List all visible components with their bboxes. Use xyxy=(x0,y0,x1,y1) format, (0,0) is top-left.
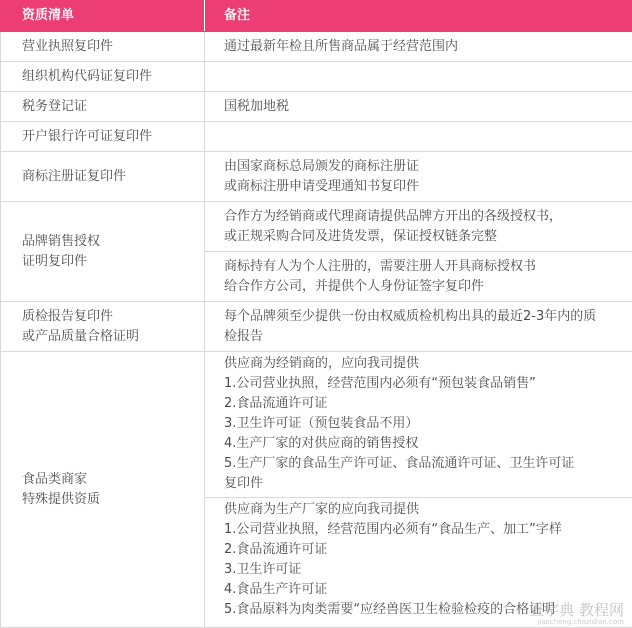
row-note xyxy=(205,152,632,202)
row-note xyxy=(205,302,632,352)
label-line: 特殊提供资质 xyxy=(22,491,101,507)
row-label: 商标注册证复印件 xyxy=(1,152,205,202)
row-note: 国税加地税 xyxy=(205,92,632,122)
row-label xyxy=(1,202,205,302)
label-line: 或产品质量合格证明 xyxy=(22,328,140,344)
note-line: 5.生产厂家的食品生产许可证、食品流通许可证、卫生许可证 xyxy=(224,456,575,471)
note-line: 检报告 xyxy=(224,328,264,344)
row-label: 开户银行许可证复印件 xyxy=(1,122,205,152)
note-line: 商标持有人为个人注册的，需要注册人开具商标授权书 xyxy=(224,258,537,274)
header-remarks: 备注 xyxy=(205,1,632,32)
table-row xyxy=(1,122,632,152)
note-line: 给合作方公司，并提供个人身份证签字复印件 xyxy=(224,278,485,294)
row-label xyxy=(1,302,205,352)
note-line: 每个品牌须至少提供一份由权威质检机构出具的最近2-3年内的质 xyxy=(224,308,597,324)
note-line: 4.食品生产许可证 xyxy=(224,582,328,597)
note-line: 供应商为生产厂家的应向我司提供 xyxy=(224,502,420,517)
table-row xyxy=(1,92,632,122)
note-line: 2.食品流通许可证 xyxy=(224,396,328,411)
row-label xyxy=(1,352,205,628)
table-row xyxy=(1,62,632,92)
label-line: 食品类商家 xyxy=(22,471,88,487)
note-line: 2.食品流通许可证 xyxy=(224,542,328,557)
row-note xyxy=(205,352,632,498)
note-line: 4.生产厂家的对供应商的销售授权 xyxy=(224,436,419,451)
table-row xyxy=(1,352,632,498)
note-line: 或商标注册申请受理通知书复印件 xyxy=(224,178,420,194)
label-line: 证明复印件 xyxy=(22,253,88,269)
note-line: 1.公司营业执照，经营范围内必须有“食品生产、加工”字样 xyxy=(224,522,562,537)
note-line: 3.卫生许可证（预包装食品不用） xyxy=(224,416,419,431)
row-label: 组织机构代码证复印件 xyxy=(1,62,205,92)
row-note xyxy=(205,62,632,92)
note-line: 3.卫生许可证 xyxy=(224,562,302,577)
label-line: 质检报告复印件 xyxy=(22,308,114,324)
note-line: 1.公司营业执照，经营范围内必须有“预包装食品销售” xyxy=(224,376,536,391)
note-line: 复印件 xyxy=(224,476,264,491)
row-label: 营业执照复印件 xyxy=(1,32,205,62)
row-note xyxy=(205,252,632,302)
note-line: 或正规采购合同及进货发票，保证授权链条完整 xyxy=(224,228,498,244)
note-line: 合作方为经销商或代理商请提供品牌方开出的各级授权书， xyxy=(224,208,563,224)
note-line: 5.食品原料为肉类需要“应经兽医卫生检验检疫的合格证明 xyxy=(224,602,556,617)
row-note: 通过最新年检且所售商品属于经营范围内 xyxy=(205,32,632,62)
table-row xyxy=(1,32,632,62)
row-label: 税务登记证 xyxy=(1,92,205,122)
table-row xyxy=(1,202,632,252)
table-row xyxy=(1,152,632,202)
site-watermark xyxy=(529,602,624,626)
watermark-text: 查字典 教程网 xyxy=(529,601,624,619)
watermark-url: jiaocheng.chazidian.com xyxy=(537,618,624,626)
table-header-row xyxy=(1,1,632,32)
note-line: 供应商为经销商的，应向我司提供 xyxy=(224,356,420,371)
label-line: 品牌销售授权 xyxy=(22,233,101,249)
row-note xyxy=(205,202,632,252)
table-row xyxy=(1,302,632,352)
note-line: 由国家商标总局颁发的商标注册证 xyxy=(224,158,420,174)
row-note xyxy=(205,122,632,152)
header-qualification-list: 资质清单 xyxy=(1,1,205,32)
